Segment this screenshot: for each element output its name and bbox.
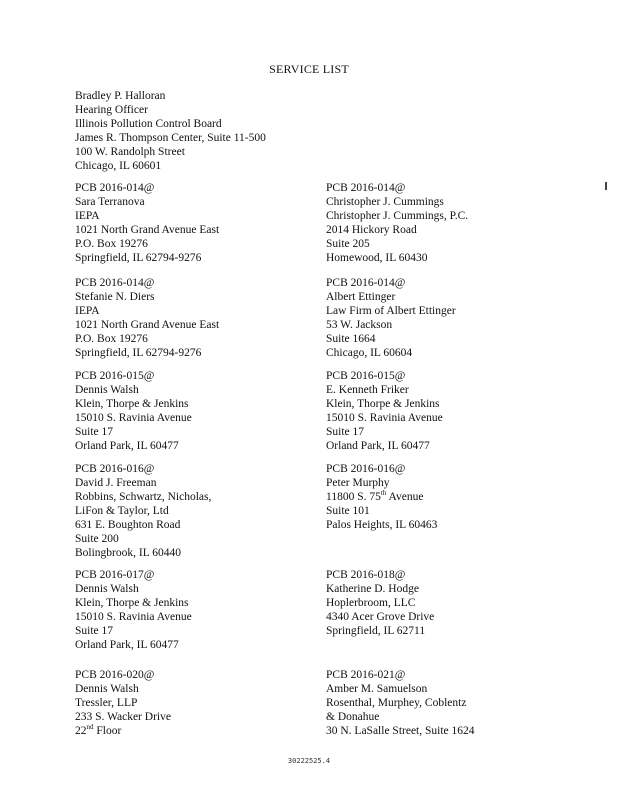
organization: Law Firm of Albert Ettinger [326,305,456,317]
case-number: PCB 2016-016@ [326,463,406,475]
address-line: Suite 1664 [326,333,376,345]
organization: & Donahue [326,711,380,723]
address-line: 233 S. Wacker Drive [75,711,171,723]
contact-name: Christopher J. Cummings [326,196,444,208]
case-number: PCB 2016-021@ [326,669,406,681]
address-line: 1021 North Grand Avenue East [75,319,220,331]
organization: Christopher J. Cummings, P.C. [326,210,469,222]
address-line: 2014 Hickory Road [326,224,417,236]
case-number: PCB 2016-014@ [75,277,155,289]
address-line: 15010 S. Ravinia Avenue [326,412,443,424]
organization: Klein, Thorpe & Jenkins [75,398,189,410]
address-line: 30 N. LaSalle Street, Suite 1624 [326,725,475,737]
service-entry [75,276,219,360]
contact-name: Katherine D. Hodge [326,583,419,595]
address-line: Suite 17 [75,426,114,438]
city-state-zip: Palos Heights, IL 60463 [326,519,438,531]
organization: LiFon & Taylor, Ltd [75,505,169,517]
address-line: Suite 200 [75,533,119,545]
service-entry [75,668,171,738]
address-line: 11800 S. 75th Avenue [326,489,424,503]
address-line: 1021 North Grand Avenue East [75,224,220,236]
city-state-zip: Bolingbrook, IL 60440 [75,547,181,559]
case-number: PCB 2016-018@ [326,569,406,581]
service-entry [75,181,219,265]
document-id-footer: 30222525.4 [287,757,331,765]
service-entry [326,462,437,532]
contact-name: Stefanie N. Diers [75,291,155,303]
organization: Tressler, LLP [75,697,138,709]
case-number: PCB 2016-016@ [75,463,155,475]
city-state-zip: Orland Park, IL 60477 [75,440,179,452]
address-line: 15010 S. Ravinia Avenue [75,611,192,623]
contact-name: Albert Ettinger [326,291,396,303]
service-entry [326,369,443,453]
address-line: 22nd Floor [75,723,122,737]
organization: Hoplerbroom, LLC [326,597,416,609]
officer-city: Chicago, IL 60601 [75,160,162,172]
case-number: PCB 2016-015@ [326,370,406,382]
city-state-zip: Springfield, IL 62711 [326,625,426,637]
address-line: 15010 S. Ravinia Avenue [75,412,192,424]
service-entry [326,668,475,738]
organization: IEPA [75,305,100,317]
contact-name: E. Kenneth Friker [326,384,409,396]
address-line: P.O. Box 19276 [75,333,148,345]
officer-agency: Illinois Pollution Control Board [75,118,222,130]
contact-name: Amber M. Samuelson [326,683,428,695]
case-number: PCB 2016-014@ [326,277,406,289]
contact-name: Dennis Walsh [75,683,139,695]
service-entry [75,462,211,560]
hearing-officer-block [75,89,266,173]
organization: Klein, Thorpe & Jenkins [75,597,189,609]
service-entry [326,276,456,360]
contact-name: Dennis Walsh [75,583,139,595]
officer-building: James R. Thompson Center, Suite 11-500 [75,132,266,144]
service-entry [75,568,192,652]
contact-name: Sara Terranova [75,196,145,208]
address-line: 53 W. Jackson [326,319,393,331]
organization: IEPA [75,210,100,222]
city-state-zip: Chicago, IL 60604 [326,347,413,359]
service-entry [326,568,434,638]
case-number: PCB 2016-020@ [75,669,155,681]
city-state-zip: Orland Park, IL 60477 [326,440,430,452]
contact-name: David J. Freeman [75,477,157,489]
address-line: P.O. Box 19276 [75,238,148,250]
city-state-zip: Springfield, IL 62794-9276 [75,347,202,359]
city-state-zip: Springfield, IL 62794-9276 [75,252,202,264]
address-line: 4340 Acer Grove Drive [326,611,435,623]
officer-title: Hearing Officer [75,104,148,116]
margin-mark [605,182,607,190]
address-line: 631 E. Boughton Road [75,519,181,531]
officer-name: Bradley P. Halloran [75,90,166,102]
service-entry [75,369,192,453]
case-number: PCB 2016-014@ [75,182,155,194]
organization: Rosenthal, Murphey, Coblentz [326,697,467,709]
contact-name: Peter Murphy [326,477,390,489]
case-number: PCB 2016-014@ [326,182,406,194]
address-line: Suite 101 [326,505,370,517]
address-line: Suite 205 [326,238,370,250]
city-state-zip: Homewood, IL 60430 [326,252,428,264]
officer-street: 100 W. Randolph Street [75,146,185,158]
organization: Robbins, Schwartz, Nicholas, [75,491,212,503]
contact-name: Dennis Walsh [75,384,139,396]
organization: Klein, Thorpe & Jenkins [326,398,440,410]
address-line: Suite 17 [326,426,365,438]
city-state-zip: Orland Park, IL 60477 [75,639,179,651]
case-number: PCB 2016-015@ [75,370,155,382]
service-entry [326,181,468,265]
page-title: SERVICE LIST [269,62,349,76]
address-line: Suite 17 [75,625,114,637]
case-number: PCB 2016-017@ [75,569,155,581]
